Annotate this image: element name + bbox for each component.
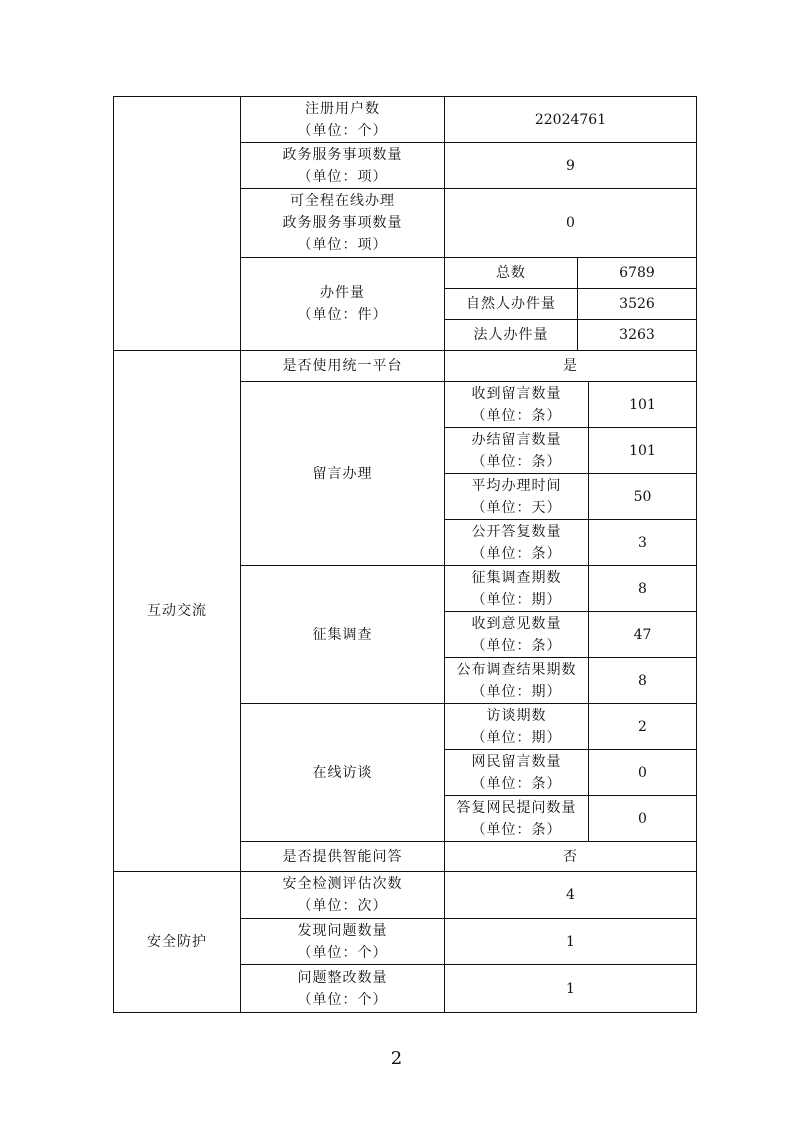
smart-qa-value: 否	[444, 841, 697, 872]
registered-users-value: 22024761	[444, 96, 697, 143]
survey-periods-value: 8	[588, 565, 697, 612]
problems-fixed-label: 问题整改数量 （单位：个）	[240, 964, 445, 1013]
online-items-label: 可全程在线办理 政务服务事项数量 （单位：项）	[240, 188, 445, 258]
messages-closed-value: 101	[588, 427, 697, 474]
security-category-cell: 安全防护	[113, 871, 241, 1013]
messages-received-value: 101	[588, 381, 697, 428]
unified-platform-label: 是否使用统一平台	[240, 350, 445, 382]
problems-found-label: 发现问题数量 （单位：个）	[240, 918, 445, 965]
smart-qa-label: 是否提供智能问答	[240, 841, 445, 872]
interview-periods-value: 2	[588, 703, 697, 750]
handled-natural-value: 3526	[577, 288, 697, 320]
messages-avg-time-label: 平均办理时间 （单位：天）	[444, 473, 589, 520]
survey-opinions-label: 收到意见数量 （单位：条）	[444, 611, 589, 658]
survey-results-label: 公布调查结果期数 （单位：期）	[444, 657, 589, 704]
interaction-category-cell: 互动交流	[113, 350, 241, 872]
unified-platform-value: 是	[444, 350, 697, 382]
survey-results-value: 8	[588, 657, 697, 704]
interview-group-label: 在线访谈	[240, 703, 445, 842]
interview-periods-label: 访谈期数 （单位：期）	[444, 703, 589, 750]
messages-received-label: 收到留言数量 （单位：条）	[444, 381, 589, 428]
interview-replies-label: 答复网民提问数量 （单位：条）	[444, 795, 589, 842]
security-checks-value: 4	[444, 871, 697, 919]
interview-messages-value: 0	[588, 749, 697, 796]
survey-opinions-value: 47	[588, 611, 697, 658]
handled-label: 办件量 （单位：件）	[240, 257, 445, 351]
messages-public-reply-value: 3	[588, 519, 697, 566]
page-number: 2	[390, 1048, 403, 1069]
section-website-category-cell	[113, 96, 241, 351]
problems-fixed-value: 1	[444, 964, 697, 1013]
messages-public-reply-label: 公开答复数量 （单位：条）	[444, 519, 589, 566]
survey-periods-label: 征集调查期数 （单位：期）	[444, 565, 589, 612]
security-checks-label: 安全检测评估次数 （单位：次）	[240, 871, 445, 919]
handled-legal-value: 3263	[577, 319, 697, 351]
gov-service-items-value: 9	[444, 142, 697, 189]
problems-found-value: 1	[444, 918, 697, 965]
handled-natural-label: 自然人办件量	[444, 288, 578, 320]
handled-total-label: 总数	[444, 257, 578, 289]
registered-users-label: 注册用户数 （单位：个）	[240, 96, 445, 143]
handled-legal-label: 法人办件量	[444, 319, 578, 351]
messages-avg-time-value: 50	[588, 473, 697, 520]
gov-service-items-label: 政务服务事项数量 （单位：项）	[240, 142, 445, 189]
interview-replies-value: 0	[588, 795, 697, 842]
messages-group-label: 留言办理	[240, 381, 445, 566]
messages-closed-label: 办结留言数量 （单位：条）	[444, 427, 589, 474]
survey-group-label: 征集调查	[240, 565, 445, 704]
handled-total-value: 6789	[577, 257, 697, 289]
interview-messages-label: 网民留言数量 （单位：条）	[444, 749, 589, 796]
online-items-value: 0	[444, 188, 697, 258]
